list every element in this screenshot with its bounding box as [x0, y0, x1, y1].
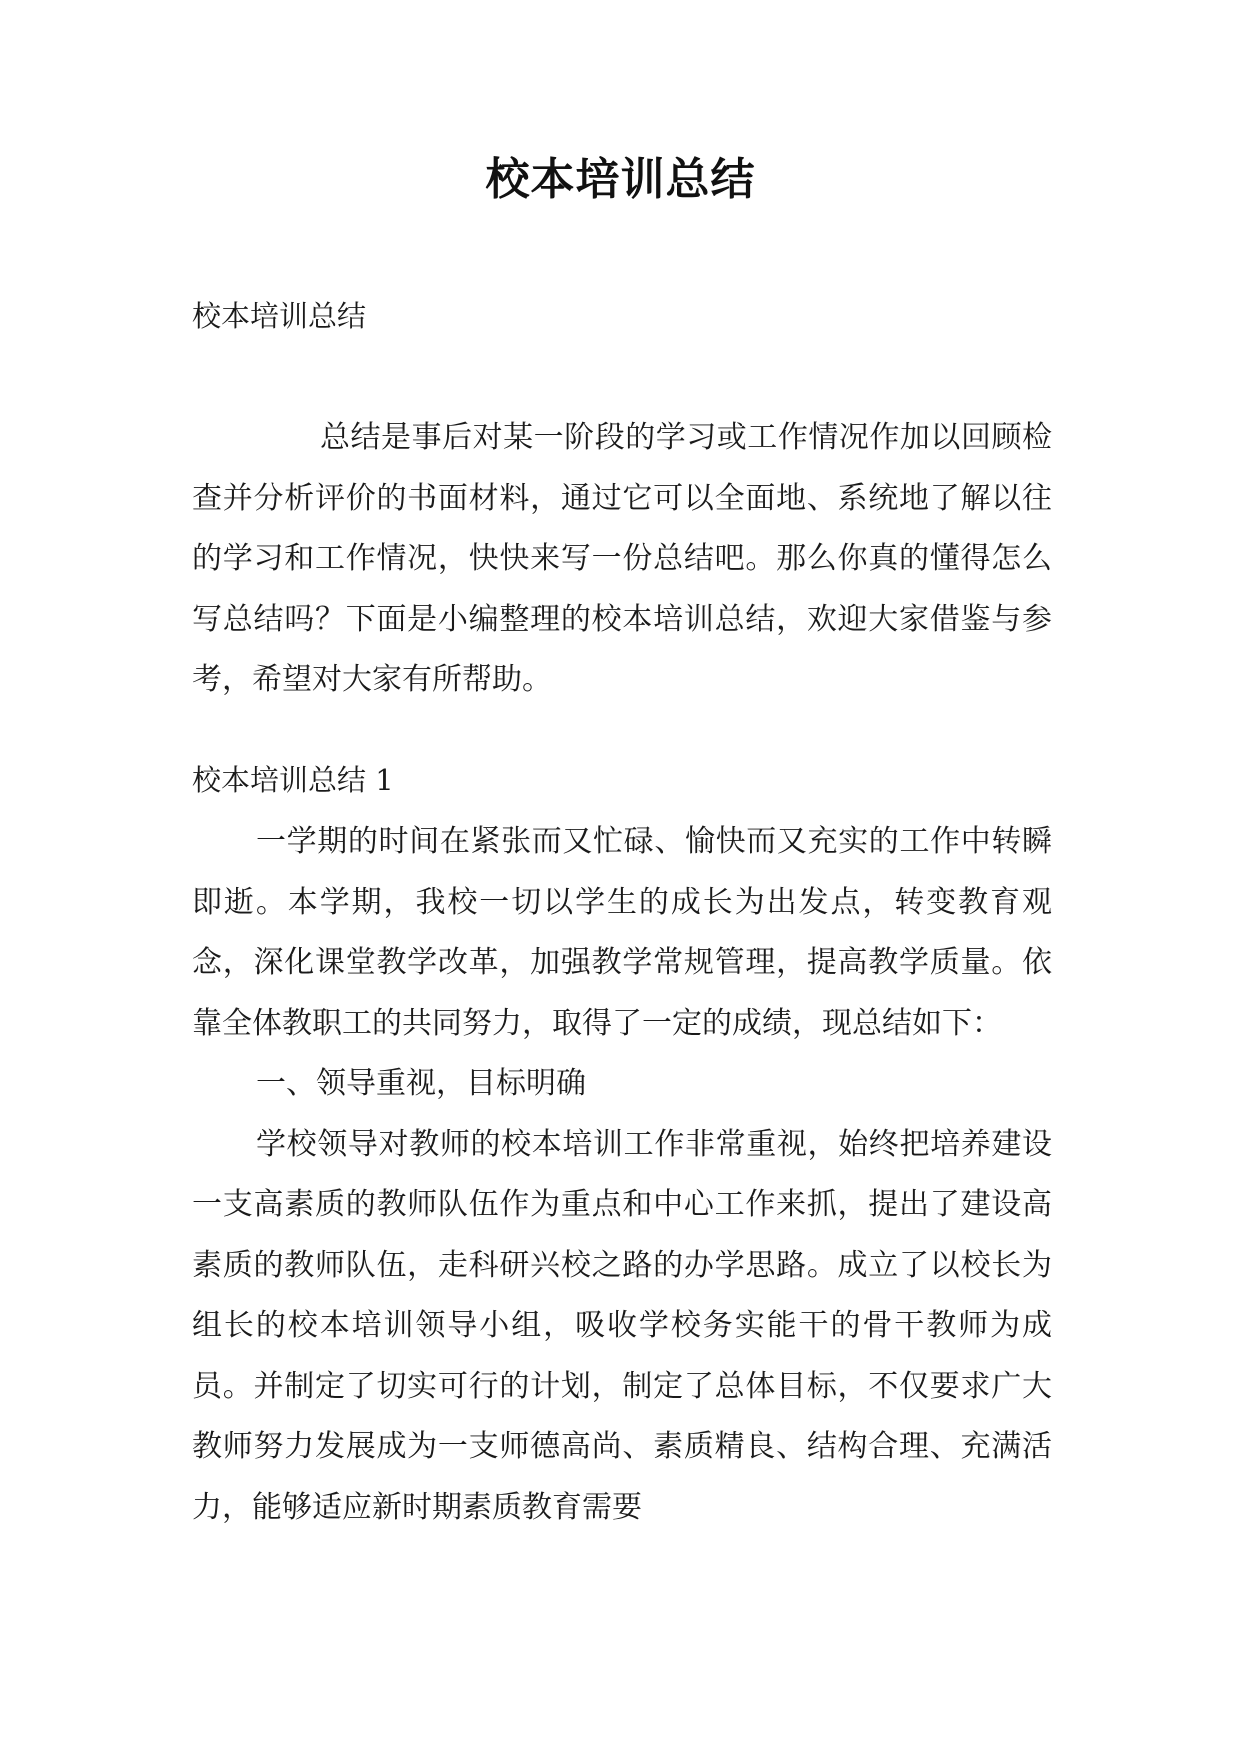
body-paragraph: 一学期的时间在紧张而又忙碌、愉快而又充实的工作中转瞬即逝。本学期，我校一切以学生的成长为出发点，转变教育观念，深化课堂教学改革，加强教学常规管理，提高教学质量。依靠全体教职工的共同努力，取得了一定的成绩，现总结如下： [192, 824, 1052, 1041]
intro-paragraph: 总结是事后对某一阶段的学习或工作情况作加以回顾检查并分析评价的书面材料，通过它可以全面地、系统地了解以往的学习和工作情况，快快来写一份总结吧。那么你真的懂得怎么写总结吗？下面是小编整理的校本培训总结，欢迎大家借鉴与参考，希望对大家有所帮助。 [192, 420, 1052, 697]
document-subtitle: 校本培训总结 [192, 299, 367, 333]
body-paragraph: 学校领导对教师的校本培训工作非常重视，始终把培养建设一支高素质的教师队伍作为重点和中心工作来抓，提出了建设高素质的教师队伍，走科研兴校之路的办学思路。成立了以校长为组长的校本培训领导小组，吸收学校务实能干的骨干教师为成员。并制定了切实可行的计划，制定了总体目标，不仅要求广大教师努力发展成为一支师德高尚、素质精良、结构合理、充满活力，能够适应新时期素质教育需要 [192, 1126, 1052, 1525]
document-title: 校本培训总结 [485, 154, 756, 205]
section-heading: 校本培训总结 1 [192, 763, 394, 797]
subsection-heading: 一、领导重视，目标明确 [256, 1066, 586, 1101]
body-text [192, 812, 1052, 1538]
